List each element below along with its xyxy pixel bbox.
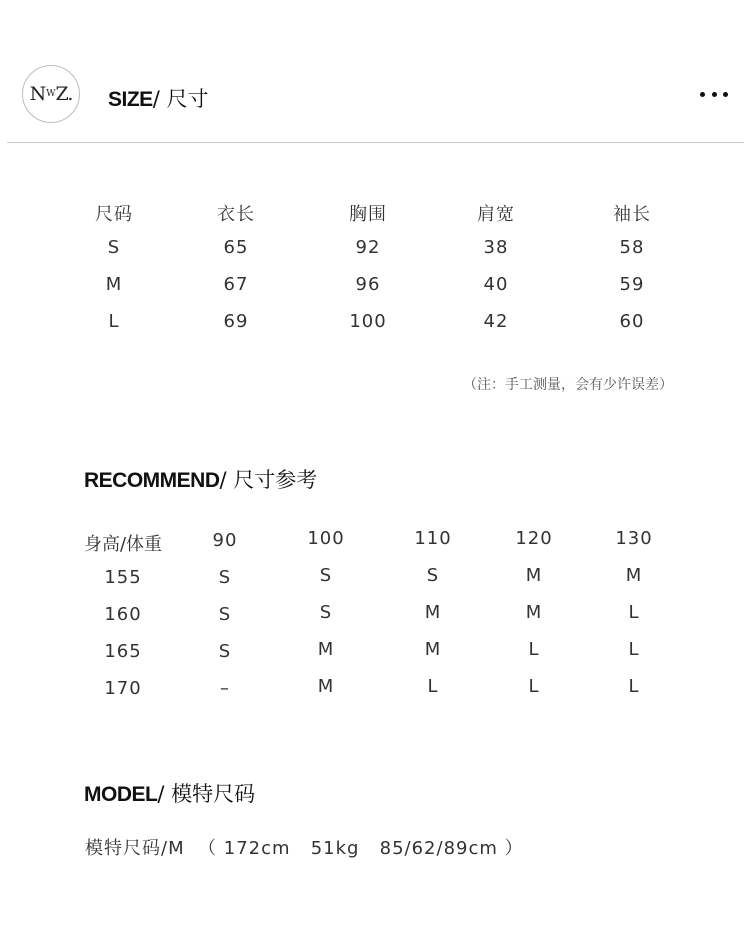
size-table-header: 尺码 xyxy=(95,204,133,225)
model-info: 模特尺码/M （ 172cm 51kg 85/62/89cm ） xyxy=(85,838,524,859)
recommend-table-cell: S xyxy=(218,641,232,662)
size-table-header: 胸围 xyxy=(349,204,387,225)
recommend-table-cell: L xyxy=(628,602,640,623)
recommend-table-cell: M xyxy=(317,639,335,660)
size-table-cell: 58 xyxy=(619,237,645,258)
recommend-table-cell: L xyxy=(628,639,640,660)
recommend-table-cell: S xyxy=(426,565,440,586)
recommend-table-cell: S xyxy=(319,602,333,623)
recommend-table-cell: M xyxy=(525,565,543,586)
size-table-cell: 42 xyxy=(483,311,509,332)
recommend-table-cell: 170 xyxy=(104,678,142,699)
brand-logo xyxy=(22,65,80,123)
size-table-cell: M xyxy=(105,274,123,295)
size-table-cell: 100 xyxy=(349,311,387,332)
more-dot xyxy=(712,92,717,97)
size-table-cell: 59 xyxy=(619,274,645,295)
more-dot xyxy=(723,92,728,97)
recommend-table-cell: M xyxy=(424,639,442,660)
size-table-cell: 40 xyxy=(483,274,509,295)
recommend-table-cell: M xyxy=(317,676,335,697)
recommend-table-header: 120 xyxy=(515,528,553,549)
header-divider xyxy=(7,142,744,143)
recommend-table-cell: S xyxy=(218,567,232,588)
recommend-table-header: 90 xyxy=(212,530,238,551)
size-table-header: 衣长 xyxy=(217,204,255,225)
size-table-cell: 69 xyxy=(223,311,249,332)
size-table-cell: S xyxy=(107,237,121,258)
recommend-table-header: 身高/体重 xyxy=(83,534,163,555)
page-title-cn: 尺寸 xyxy=(166,87,209,111)
recommend-table-cell: M xyxy=(424,602,442,623)
size-table-cell: L xyxy=(108,311,120,332)
recommend-table-cell: S xyxy=(319,565,333,586)
recommend-table-cell: M xyxy=(525,602,543,623)
measurement-note: （注：手工测量，会有少许误差） xyxy=(463,377,673,393)
recommend-title-sep: / xyxy=(219,468,227,492)
recommend-table-header: 110 xyxy=(414,528,452,549)
size-table-header: 袖长 xyxy=(613,204,651,225)
logo-letter-z: Z. xyxy=(55,83,73,105)
recommend-table-cell: L xyxy=(628,676,640,697)
size-table-cell: 96 xyxy=(355,274,381,295)
page-title-en: SIZE xyxy=(108,88,153,111)
model-title-en: MODEL xyxy=(84,783,158,806)
recommend-table-cell: L xyxy=(427,676,439,697)
recommend-title-en: RECOMMEND xyxy=(84,469,220,492)
model-title-sep: / xyxy=(157,782,165,806)
page-title-sep: / xyxy=(152,87,160,111)
recommend-table-cell: L xyxy=(528,676,540,697)
recommend-table-cell: S xyxy=(218,604,232,625)
recommend-table-cell: 165 xyxy=(104,641,142,662)
size-table-cell: 60 xyxy=(619,311,645,332)
page-title xyxy=(108,83,208,113)
recommend-table-cell: 155 xyxy=(104,567,142,588)
more-dot xyxy=(700,92,705,97)
more-icon[interactable] xyxy=(696,82,732,106)
size-table-cell: 65 xyxy=(223,237,249,258)
recommend-table-header: 100 xyxy=(307,528,345,549)
model-title-cn: 模特尺码 xyxy=(171,782,256,806)
recommend-table-cell: – xyxy=(220,678,230,699)
recommend-title-cn: 尺寸参考 xyxy=(233,468,318,492)
size-table-header: 肩宽 xyxy=(477,204,515,225)
recommend-table-cell: L xyxy=(528,639,540,660)
size-table-cell: 38 xyxy=(483,237,509,258)
recommend-table-cell: 160 xyxy=(104,604,142,625)
size-table-cell: 92 xyxy=(355,237,381,258)
size-table-cell: 67 xyxy=(223,274,249,295)
logo-letter-w: W xyxy=(46,89,55,99)
model-title xyxy=(84,778,255,808)
logo-letter-n: N xyxy=(29,83,46,105)
recommend-table-header: 130 xyxy=(615,528,653,549)
page-header xyxy=(0,0,750,143)
recommend-table-cell: M xyxy=(625,565,643,586)
recommend-title xyxy=(84,464,317,494)
